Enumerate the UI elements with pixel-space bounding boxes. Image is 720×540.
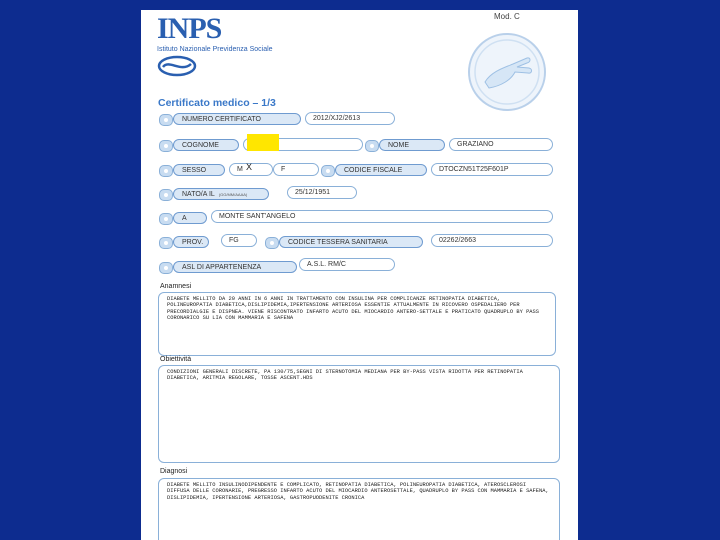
field-bullet-icon (159, 262, 173, 274)
codice-fiscale-field[interactable]: DTOCZN51T25F601P (431, 163, 553, 176)
nato-il-field[interactable]: 25/12/1951 (287, 186, 357, 199)
sesso-m-option[interactable]: M (229, 163, 273, 176)
diagnosi-label: Diagnosi (160, 468, 188, 475)
numero-certificato-field[interactable]: 2012/XJ2/2613 (305, 112, 395, 125)
codice-tessera-label: CODICE TESSERA SANITARIA (279, 236, 423, 248)
inps-logo-text: INPS (157, 12, 222, 45)
field-bullet-icon (159, 114, 173, 126)
inps-logo-swirl-icon (157, 55, 197, 77)
certificate-title: Certificato medico – 1/3 (158, 97, 276, 109)
numero-certificato-label: NUMERO CERTIFICATO (173, 113, 301, 125)
nome-field[interactable]: GRAZIANO (449, 138, 553, 151)
prov-label: PROV. (173, 236, 209, 248)
a-label: A (173, 212, 207, 224)
obiettivita-textarea[interactable]: CONDIZIONI GENERALI DISCRETE, PA 130/75,SEGNI DI STERNOTOMIA MEDIANA PER BY-PASS VISTA RIDOTTA PER RETINOPATIA DIABETICA, ARITMIA REGOLARE, TOSSE ASCENT.HDS (158, 365, 560, 463)
nato-il-label (173, 188, 269, 200)
codice-fiscale-label: CODICE FISCALE (335, 164, 427, 176)
nato-il-format-note: (GG/MM/AAAA) (218, 192, 248, 197)
asl-label: ASL DI APPARTENENZA (173, 261, 297, 273)
field-bullet-icon (159, 237, 173, 249)
field-bullet-icon (265, 237, 279, 249)
a-field[interactable]: MONTE SANT'ANGELO (211, 210, 553, 223)
field-bullet-icon (159, 165, 173, 177)
form-code: Mod. C (494, 12, 520, 21)
cognome-redaction (247, 134, 279, 151)
anamnesi-textarea[interactable]: DIABETE MELLITO DA 20 ANNI IN 6 ANNI IN TRATTAMENTO CON INSULINA PER COMPLICANZE RETINOPATIA DIABETICA, POLINEUROPATIA DIABETICA,DISLIPIDEMIA,IPERTENSIONE ARTERIOSA ESSENTIE ATTUALMENTE IN RICOVERO OSPEDALIERO PER PRECORDIALGIE E DISPNEA. VIENE RISCONTRATO INFARTO ACUTO DEL MIOCARDIO ANTERO-SETTALE E PRATICATO QUADRUPLO BY PASS CORONARICO SU LIA CON MAMMARIA E SAFENA (158, 292, 556, 356)
field-bullet-icon (159, 140, 173, 152)
cognome-label: COGNOME (173, 139, 239, 151)
nome-label: NOME (379, 139, 445, 151)
diagnosi-textarea[interactable]: DIABETE MELLITO INSULINODIPENDENTE E COMPLICATO, RETINOPATIA DIABETICA, POLINEUROPATIA DIABETICA, ATEROSCLEROSI DIFFUSA DELLE CORONARIE, PREGRESSO INFARTO ACUTO DEL MIOCARDIO ANTEROSETTALE, QUADRUPLO BY PASS CON MAMMARIA E SAFENA, DISLIPIDEMIA, IPERTENSIONE ARTERIOSA, GASTROPUODENITE CRONICA (158, 478, 560, 540)
field-bullet-icon (159, 213, 173, 225)
certificate-page (141, 10, 578, 540)
prov-field[interactable]: FG (221, 234, 257, 247)
field-bullet-icon (365, 140, 379, 152)
sesso-selected-mark: X (246, 162, 253, 172)
sesso-f-option[interactable]: F (273, 163, 319, 176)
field-bullet-icon (159, 189, 173, 201)
hand-seal-icon (467, 32, 547, 112)
field-bullet-icon (321, 165, 335, 177)
obiettivita-label: Obiettività (160, 356, 192, 363)
codice-tessera-field[interactable]: 02262/2663 (431, 234, 553, 247)
nato-il-label-text: NATO/A IL (182, 191, 215, 198)
inps-logo-subtitle: Istituto Nazionale Previdenza Sociale (157, 46, 273, 53)
anamnesi-label: Anamnesi (160, 283, 192, 290)
asl-field[interactable]: A.S.L. RM/C (299, 258, 395, 271)
sesso-label: SESSO (173, 164, 225, 176)
